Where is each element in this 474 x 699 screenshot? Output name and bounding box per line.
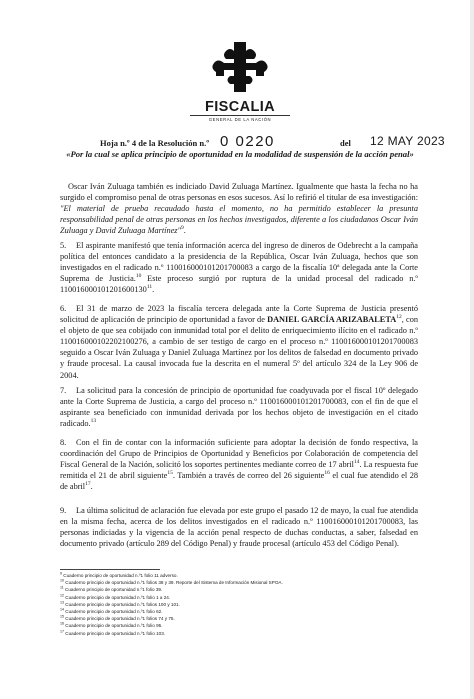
paragraph-6: [60, 303, 418, 381]
paragraph-text-run: La solicitud para la concesión de principio de oportunidad fue coadyuvada por el fiscal 10º delegado ante la Corte Suprema de Justicia, a cargo del proceso n.º 110016000101201700083, con el fin de que el aspirante sea beneficiado con inmunidad derivada por los hechos objeto de investigación en el citado radicado.: [60, 386, 418, 429]
paragraph-number: 5.: [60, 241, 67, 250]
intro-quote: "El material de prueba recaudado hasta el momento, no ha permitido establecer la presunta responsabilidad penal de otras personas en los hechos investigados, diferente a los ciudadanos Oscar Iván Zuluaga y David Zuluaga Martínez": [60, 204, 418, 236]
brand-title: FISCALIA: [204, 99, 276, 115]
paragraph-5: [60, 240, 418, 295]
resolution-del-label: del: [340, 138, 351, 148]
page-edge: [470, 0, 474, 699]
footnote-ref: 10: [135, 273, 142, 280]
paragraph-8: [60, 437, 418, 492]
paragraph-9: [60, 505, 418, 549]
footnote: [60, 630, 420, 637]
footnote: [60, 594, 420, 601]
paragraph-text-run: . La respuesta fue remitida el 21 de abril siguiente: [60, 460, 419, 481]
footnote-divider: [60, 569, 160, 570]
footnote-text: Cuaderno principio de oportunidad n.º1 folio 39.: [63, 587, 163, 593]
resolution-subtitle: «Por la cual se aplica principio de oportunidad en la modalidad de suspensión de la acción penal»: [66, 149, 414, 159]
footnote: [60, 615, 420, 622]
resolution-label: Hoja n.º 4 de la Resolución n.º: [100, 138, 210, 148]
fiscalia-logo-icon: [210, 40, 270, 98]
footnote-ref: 15: [167, 470, 173, 477]
paragraph-text-run: . También a través de correo del 26 siguiente: [172, 471, 325, 481]
footnote-number: 10: [60, 578, 64, 583]
footnote-ref: 13: [90, 418, 97, 425]
paragraph-text-run: El 31 de marzo de 2023 la fiscalía tercera delegada ante la Corte Suprema de Justicia presentó solicitud de aplicación de principio de oportunidad a favor de: [60, 304, 418, 325]
intro-text-before: Oscar Iván Zuluaga también es indiciado David Zuluaga Martínez. Igualmente que hasta la fecha no ha surgido el compromiso penal de otras personas en esos sucesos. Así lo refirió el titular de esa investigación:: [60, 182, 418, 203]
footnote-ref: 16: [324, 470, 330, 477]
resolution-number: 0 0220: [220, 133, 275, 150]
paragraph-text: [60, 385, 418, 429]
brand-subtitle: GENERAL DE LA NACIÓN: [190, 115, 290, 122]
paragraph-number: 9.: [60, 506, 67, 515]
footnote-ref: 14: [354, 459, 360, 466]
paragraph-text: [60, 303, 418, 381]
footnote-text: Cuaderno principio de oportunidad n.º1 folios 74 y 75.: [64, 616, 175, 622]
paragraph-text: [60, 240, 418, 295]
footnote-text: Cuaderno principio de oportunidad n.º1 folio 11 adverso.: [62, 573, 178, 578]
footnote-number: 11: [60, 585, 64, 590]
footnote-number: 17: [60, 629, 64, 634]
intro-text-after: .: [183, 226, 186, 236]
footnote: [60, 579, 420, 586]
paragraph-text: [60, 437, 418, 492]
paragraph-text-run: La última solicitud de aclaración fue elevada por este grupo el pasado 12 de mayo, la cual fue atendida en la misma fecha, acerca de los delitos investigados en el radicado n.º 110016000101201700083, las personas indiciadas y la vigencia de la acción penal respecto de duchas conductas, a saber, falsedad en documento privado (artículo 289 del Código Penal) y fraude procesal (artículo 453 del Código Penal).: [60, 506, 418, 549]
footnote-ref: 9: [181, 225, 184, 232]
paragraph-text-run: el cual fue atendido el 28 de abril: [60, 471, 418, 492]
paragraph-text-run: El aspirante manifestó que tenía información acerca del ingreso de dineros de Odebrecht a la campaña política del entonces candidato a la presidencia de la República, Oscar Iván Zuluaga, hechos que son investigados en el radicado n.º 110016000101201700083 a cargo de la fiscalía 10ª delegada ante la Corte Suprema de Justicia.: [60, 241, 418, 284]
paragraph-text-run: , con el objeto de que sea cobijado con inmunidad total por el delito de enriquecimiento ilícito en el radicado n.º 110016000102202100276, a cambio de ser testigo de cargo en el proceso n.º 110016000101201700083 seguido a Oscar Iván Zuluaga y Daniel Zuluaga Martínez por los delitos de falsedad en documento privado y fraude procesal. La causal invocada fue la descrita en el numeral 5º del artículo 324 de la Ley 906 de 2004.: [60, 315, 418, 380]
footnote-text: Cuaderno principio de oportunidad n.º1 folio 95.: [64, 623, 163, 629]
paragraph-text-run: .: [152, 285, 155, 295]
footnotes-list: [60, 572, 420, 637]
footnote: [60, 572, 420, 579]
footnote-text: Cuaderno principio de oportunidad n.º1 folios 100 y 101.: [64, 601, 180, 607]
intro-paragraph: [60, 181, 418, 236]
footnote-number: 9: [60, 571, 62, 576]
footnote: [60, 622, 420, 629]
footnote: [60, 608, 420, 615]
footnote-number: 13: [60, 600, 64, 605]
footnote-text: Cuaderno principio de oportunidad n.º1 folio 1 a 24.: [64, 594, 171, 600]
footnote-number: 15: [60, 614, 64, 619]
footnote-ref: 11: [146, 284, 153, 291]
footnote: [60, 601, 420, 608]
emphasized-name: DANIEL GARCÍA ARIZABALETA: [267, 315, 397, 325]
footnote-number: 14: [60, 607, 64, 612]
footnote: [60, 586, 420, 593]
footnote-text: Cuaderno principio de oportunidad n.º1 folio 103.: [64, 630, 166, 636]
paragraph-text-run: Con el fin de contar con la información suficiente para adoptar la decisión de fondo respectiva, la coordinación del Grupo de Principios de Oportunidad y Beneficios por Colaboración de competencia del Fiscal General de la Nación, solicitó los soportes pertinentes mediante correo de 17 abril: [60, 438, 418, 470]
footnote-text: Cuaderno principio de oportunidad n.º1 folio 62.: [64, 609, 163, 615]
footnote-number: 16: [60, 621, 64, 626]
paragraph-7: [60, 385, 418, 429]
footnote-number: 12: [60, 593, 64, 598]
paragraph-number: 7.: [60, 386, 67, 395]
footnote-text: Cuaderno principio de oportunidad n.º1 folios 38 y 39. Reporte del Sistema de Información Misional SPOA.: [64, 580, 283, 586]
footnote-ref: 17: [85, 481, 91, 488]
resolution-date: 12 MAY 2023: [370, 134, 445, 148]
footnote-ref: 12: [396, 314, 402, 321]
paragraph-text-run: Este proceso surgió por ruptura de la unidad procesal del radicado n.º 110016000101201600130: [60, 274, 418, 295]
paragraph-number: 6.: [60, 304, 67, 313]
paragraph-text-run: .: [90, 482, 93, 492]
paragraph-text: [60, 505, 418, 549]
paragraph-number: 8.: [60, 438, 67, 447]
